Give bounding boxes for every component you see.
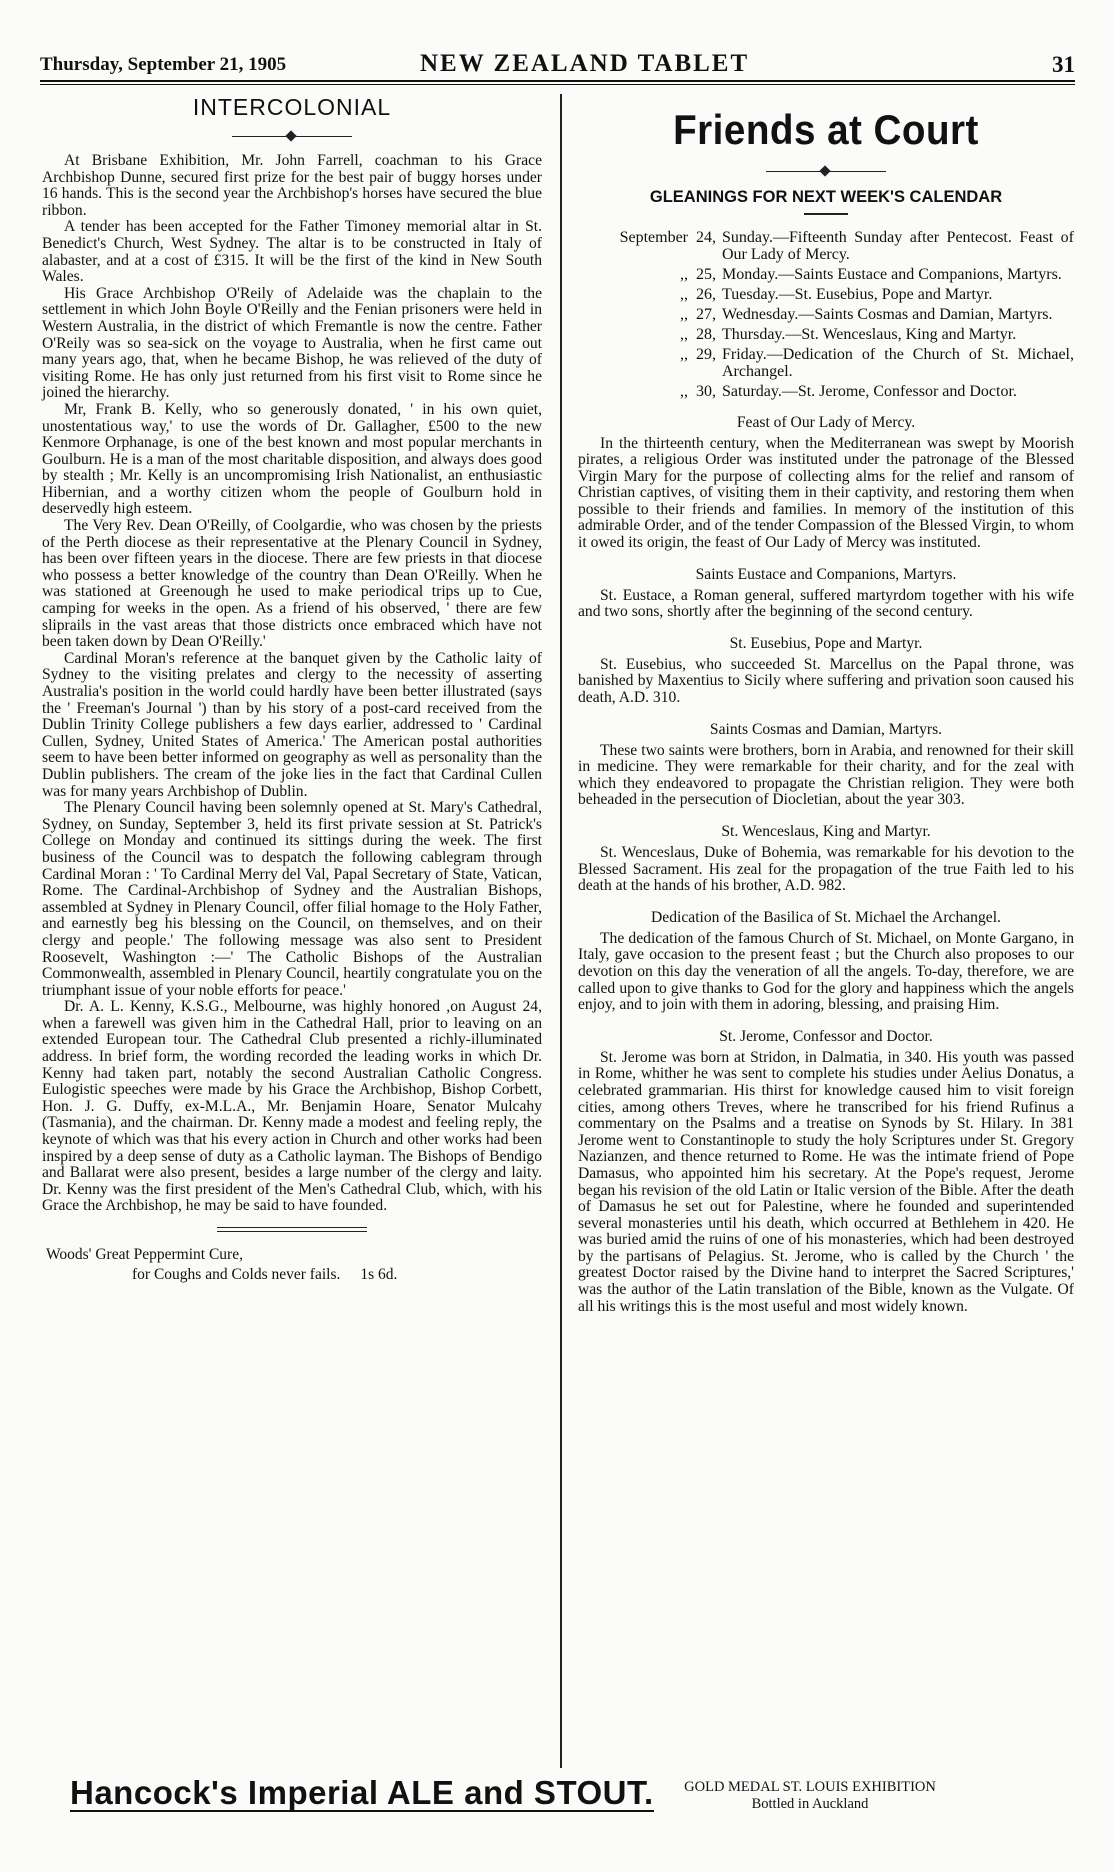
saint-heading: St. Jerome, Confessor and Doctor. [719, 1027, 933, 1045]
calendar-entry [578, 383, 1074, 400]
header-rule [40, 80, 1075, 82]
short-rule [804, 213, 848, 215]
page-header [40, 50, 1075, 80]
article-paragraph: At Brisbane Exhibition, Mr. John Farrell, coachman to his Grace Archbishop Dunne, secured first prize for the best pair of buggy horses under 16 hands. This is the second year the Archbishop's horses have secured the blue ribbon. [42, 152, 542, 219]
separator-rule [217, 1227, 367, 1232]
calendar-entry [578, 346, 1074, 380]
calendar-entry [578, 326, 1074, 343]
calendar-month: ,, [680, 382, 688, 400]
calendar-day: 25, [696, 265, 716, 283]
header-date: Thursday, September 21, 1905 [40, 54, 287, 75]
saint-heading: St. Wenceslaus, King and Martyr. [721, 823, 931, 840]
bottled-line: Bottled in Auckland [751, 1796, 869, 1812]
article-paragraph: The Plenary Council having been solemnly opened at St. Mary's Cathedral, Sydney, on Sunday, September 3, held its first private session at St. Patrick's College on Monday and continued its sittings during the week. The first business of the Council was to despatch the following cablegram through Cardinal Moran : ' To Cardinal Merry del Val, Papal Secretary of State, Vatican, Rome. The Cardinal-Archbishop of Sydney and the Australian Bishops, assembled at Sydney in Plenary Council, offer filial homage to the Holy Father, and earnestly beg his blessing on the Council, on themselves, and on their clergy and people.' The following message was also sent to President Roosevelt, Washington :—' The Catholic Bishops of the Australian Commonwealth, assembled in Plenary Council, heartily congratulate you on the triumphant issue of your noble efforts for peace.' [42, 799, 542, 999]
calendar-month: ,, [680, 345, 688, 363]
saint-paragraph: The dedication of the famous Church of St. Michael, on Monte Gargano, in Italy, gave occasion to the present feast ; but the Church also proposes to our devotion on this day the veneration of all the angels. To-day, therefore, we are called upon to give thanks to God for the glory and happiness which the angels enjoy, and to join with them in adoring, blessing, and praising Him. [578, 929, 1074, 1014]
right-column [578, 94, 1074, 1315]
page-number: 31 [1052, 52, 1075, 77]
saint-heading: Saints Eustace and Companions, Martyrs. [695, 565, 957, 583]
saint-heading: Saints Cosmas and Damian, Martyrs. [709, 720, 943, 738]
calendar-month: ,, [680, 325, 688, 343]
calendar-text: Friday.—Dedication of the Church of St. Michael, Archangel. [722, 345, 1074, 380]
calendar-day: 27, [696, 305, 716, 323]
calendar-entry [578, 229, 1074, 263]
saint-paragraph: These two saints were brothers, born in Arabia, and renowned for their skill in medicine. They were remarkable for their charity, and for the zeal with which they endeavored to propagate the Christian religion. They were both beheaded in the persecution of Diocletian, about the year 303. [578, 741, 1074, 809]
header-rule-thin [40, 84, 1075, 85]
calendar-text: Monday.—Saints Eustace and Companions, Martyrs. [722, 265, 1062, 283]
column-divider [560, 94, 562, 1768]
calendar-day: 29, [696, 345, 716, 363]
diamond-rule [578, 162, 1074, 180]
article-paragraph: A tender has been accepted for the Father Timoney memorial altar in St. Benedict's Church, West Sydney. The altar is to be constructed in Italy of alabaster, and at a cost of £315. It will be the first of the kind in New South Wales. [42, 218, 542, 286]
calendar-text: Saturday.—St. Jerome, Confessor and Doctor. [722, 382, 1017, 400]
saint-paragraph: St. Eusebius, who succeeded St. Marcellus on the Papal throne, was banished by Maxentius to Sicily where suffering and privation soon caused his death, A.D. 310. [578, 655, 1074, 707]
calendar-day: 24, [696, 228, 716, 246]
left-column [42, 94, 542, 1284]
calendar-subtitle: GLEANINGS FOR NEXT WEEK'S CALENDAR [649, 188, 1003, 206]
hancocks-ad: Hancock's Imperial ALE and STOUT. [70, 1774, 654, 1811]
saint-paragraph: St. Wenceslaus, Duke of Bohemia, was remarkable for his devotion to the Blessed Sacrament. His zeal for the propagation of the true Faith led to his death at the hands of his brother, A.D. 982. [578, 844, 1074, 895]
saint-paragraph: St. Eustace, a Roman general, suffered martyrdom together with his wife and two sons, shortly after the beginning of the second century. [578, 586, 1074, 621]
saint-heading: Feast of Our Lady of Mercy. [736, 413, 916, 431]
woods-ad-text: for Coughs and Colds never fails. [132, 1266, 341, 1283]
calendar-entry [578, 306, 1074, 323]
woods-ad-price: 1s 6d. [360, 1266, 398, 1283]
calendar-text: Tuesday.—St. Eusebius, Pope and Martyr. [722, 285, 993, 303]
calendar-text: Sunday.—Fifteenth Sunday after Pentecost. Feast of Our Lady of Mercy. [722, 228, 1074, 263]
calendar-day: 30, [696, 382, 716, 400]
article-paragraph: His Grace Archbishop O'Reily of Adelaide was the chaplain to the settlement in which John Boyle O'Reilly and the Fenian prisoners were held in Western Australia, in the district of which Fremantle is now the centre. Father O'Reily was so sea-sick on the voyage to Australia, when he first came out many years ago, that, when he became Bishop, he was relieved of the duty of visiting Rome. He has only just returned from his first visit to Rome since he joined the hierarchy. [42, 284, 542, 402]
article-paragraph: The Very Rev. Dean O'Reilly, of Coolgardie, who was chosen by the priests of the Perth diocese as their representative at the Plenary Council in Sydney, has been over fifteen years in the diocese. There are few priests in that diocese who possess a better knowledge of the country than Dean O'Reilly. When he was stationed at Greenough he used to make periodical trips up to Cue, camping for weeks in the open. As a friend of his observed, ' there are few sliprails in the vast areas that those districts once embraced which have not been taken down by Dean O'Reilly.' [42, 517, 542, 651]
calendar-list [578, 229, 1074, 400]
saints-sections [578, 414, 1074, 1316]
calendar-text: Wednesday.—Saints Cosmas and Damian, Martyrs. [722, 305, 1053, 323]
header-title: NEW ZEALAND TABLET [420, 50, 750, 77]
calendar-month: September [619, 228, 688, 246]
article-paragraph: Dr. A. L. Kenny, K.S.G., Melbourne, was highly honored ,on August 24, when a farewell was given him in the Cathedral Hall, prior to leaving on an extended European tour. The Cathedral Club presented a richly-illuminated address. In brief form, the wording recorded the leading works in which Dr. Kenny had taken part, notably the second Australian Catholic Congress. Eulogistic speeches were made by his Grace the Archbishop, Bishop Corbett, Hon. J. G. Duffy, ex-M.L.A., Mr. Benjamin Hoare, Senator Mulcahy (Tasmania), and the chairman. Dr. Kenny made a modest and feeling reply, the keynote of which was that his every action in Church and other works had been inspired by a deep sense of duty as a Catholic layman. The Bishops of Bendigo and Ballarat were also present, besides a large number of the clergy and laity. Dr. Kenny was the first president of the Men's Cathedral Club, which, with his Grace the Archbishop, he may be said to have founded. [42, 998, 542, 1215]
article-paragraph: Mr, Frank B. Kelly, who so generously donated, ' in his own quiet, unostentatious way,' to use the words of Dr. Gallagher, £500 to the new Kenmore Orphanage, is one of the best known and most popular merchants in Goulburn. He is a man of the most charitable disposition, and always does good by stealth ; Mr. Kelly is an uncompromising Irish Nationalist, an enthusiastic Hibernian, and a worthy citizen whom the people of Goulburn hold in deservedly high esteem. [42, 400, 542, 518]
section-title: INTERCOLONIAL [192, 94, 392, 120]
intercolonial-article [42, 153, 542, 1215]
calendar-day: 28, [696, 325, 716, 343]
woods-ad-line2 [132, 1266, 542, 1284]
gold-medal-line: GOLD MEDAL ST. LOUIS EXHIBITION [684, 1779, 936, 1795]
calendar-entry [578, 266, 1074, 283]
calendar-text: Thursday.—St. Wenceslaus, King and Martyr. [722, 325, 1017, 343]
woods-ad-line1: Woods' Great Peppermint Cure, [46, 1246, 243, 1263]
friends-at-court-title: Friends at Court [673, 106, 979, 153]
saint-paragraph: In the thirteenth century, when the Mediterranean was swept by Moorish pirates, a religious Order was instituted under the patronage of the Blessed Virgin Mary for the purpose of collecting alms for the relief and ransom of Christian captives, of visiting them in their captivity, and restoring them when possible to their friends and families. In memory of the institution of this admirable Order, and of the tender Compassion of the Blessed Virgin, to whom it owed its origin, the feast of Our Lady of Mercy was instituted. [578, 434, 1074, 552]
calendar-day: 26, [696, 285, 716, 303]
gold-medal-notice [640, 1779, 980, 1813]
article-paragraph: Cardinal Moran's reference at the banquet given by the Catholic laity of Sydney to the visiting prelates and clergy to the necessity of asserting Australia's position in the world could hardly have been better illustrated (says the ' Freeman's Journal ') than by his story of a post-card received from the Dublin Trinity College publishers a few days earlier, addressed to ' Cardinal Cullen, Sydney, United States of America.' The American postal authorities seem to have been better informed on geography as well as personality than the Dublin publishers. The cream of the joke lies in the fact that Cardinal Cullen was for many years Archbishop of Dublin. [42, 649, 542, 800]
calendar-month: ,, [680, 285, 688, 303]
calendar-entry [578, 286, 1074, 303]
calendar-month: ,, [680, 305, 688, 323]
calendar-month: ,, [680, 265, 688, 283]
diamond-rule [42, 127, 542, 145]
saint-heading: Dedication of the Basilica of St. Michael the Archangel. [651, 908, 1001, 926]
saint-heading: St. Eusebius, Pope and Martyr. [729, 634, 923, 652]
saint-paragraph: St. Jerome was born at Stridon, in Dalmatia, in 340. His youth was passed in Rome, whither he was sent to complete his studies under Aelius Donatus, a celebrated grammarian. His thirst for knowledge caused him to visit foreign cities, among others Treves, where he transcribed for his friend Rufinus a commentary on the Psalms and a treatise on Synods by St. Hilary. In 381 Jerome went to Constantinople to study the holy Scriptures under St. Gregory Nazianzen, and thence returned to Rome. He was the intimate friend of Pope Damasus, who appointed him his secretary. At the Pope's request, Jerome began his revision of the old Latin or Italic version of the Bible. After the death of Damasus he set out for Palestine, where he founded and superintended several monasteries until his death, which occurred at Bethlehem in 420. He was buried amid the ruins of one of his monasteries, which had been destroyed by the partisans of Pelagius. St. Jerome, who is called by the Church ' the greatest Doctor raised by the Divine hand to interpret the Sacred Scriptures,' was the author of the Latin translation of the Bible, known as the Vulgate. Of all his writings this is the most useful and most widely known. [578, 1048, 1074, 1315]
